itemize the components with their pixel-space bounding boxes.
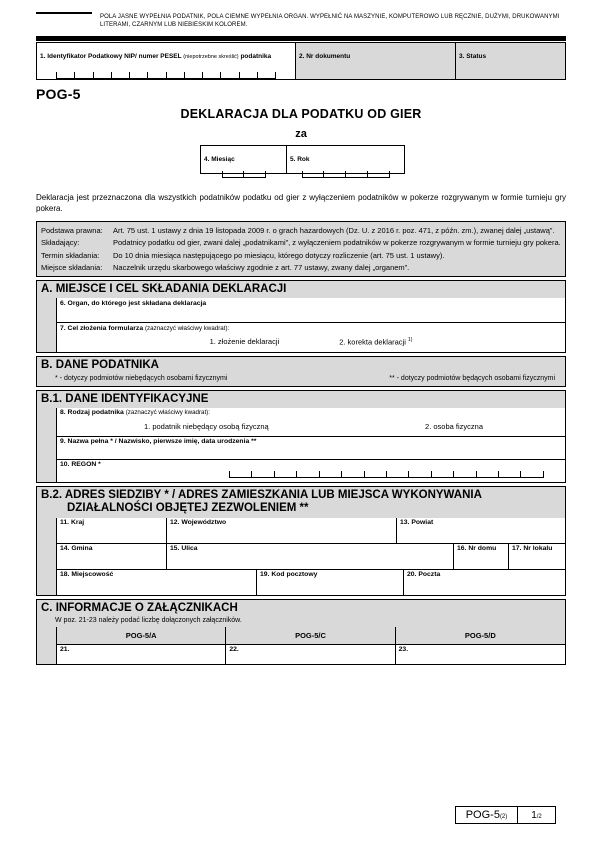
field-9-nazwa[interactable] (57, 437, 565, 460)
field-12-wojewodztwo[interactable] (167, 518, 397, 543)
field-1-nip-pesel[interactable] (37, 43, 295, 79)
asterisk-note-left: * - dotyczy podmiotów niebędących osobami fizycznymi (55, 374, 228, 382)
info-row-skladajacy (39, 237, 563, 250)
field-11-label: 11. Kraj (60, 519, 85, 526)
info-value: Art. 75 ust. 1 ustawy z dnia 19 listopada 2009 r. o grach hazardowych (Dz. U. z 2016 r. poz. 471, z późn. zm.), zwanej dalej „ustawą”. (113, 225, 555, 235)
field-7-note: (zaznaczyć właściwy kwadrat): (145, 324, 230, 332)
regon-input[interactable] (229, 471, 544, 478)
info-value: Do 10 dnia miesiąca następującego po miesiącu, którego dotyczy rozliczenie (art. 75 ust. 1 ustawy). (113, 250, 445, 260)
section-a-shaded-strip (37, 298, 57, 352)
legal-info-table (36, 221, 566, 277)
field-11-kraj[interactable] (57, 518, 167, 543)
page-footer-box (455, 806, 556, 824)
field-22-count[interactable]: 22. (226, 645, 395, 664)
field-4-label: 4. Miesiąc (204, 156, 235, 163)
filling-instructions: POLA JASNE WYPEŁNIA PODATNIK, POLA CIEMNE WYPEŁNIA ORGAN. WYPEŁNIĆ NA MASZYNIE, KOMPUTEROWO LUB RĘCZNIE, DUŻYMI, DRUKOWANYMI LITERAMI, CZARNYM LUB NIEBIESKIM KOLOREM. (100, 14, 560, 28)
field-10-regon[interactable] (57, 460, 565, 478)
section-b-title: B. DANE PODATNIKA (37, 357, 565, 374)
field-21-count[interactable]: 21. (57, 645, 226, 664)
year-input[interactable] (302, 171, 390, 178)
section-c-shaded-strip (37, 627, 57, 664)
info-value: Podatnicy podatku od gier, zwani dalej „podatnikami”, z wyłączeniem podatników w pokerze rozgrywanym w formie turnieju gry pokera. (113, 238, 561, 247)
field-5-year[interactable] (286, 146, 404, 173)
field-16-label: 16. Nr domu (457, 545, 497, 552)
option-korekta-label: 2. korekta deklaracji (339, 337, 406, 347)
form-title-za: za (295, 128, 307, 140)
option-podmiot-niefizyczny[interactable]: 1. podatnik niebędący osobą fizyczną (144, 421, 269, 431)
info-value: Naczelnik urzędu skarbowego właściwy zgodnie z art. 77 ustawy, zwany dalej „organem”. (113, 263, 410, 272)
section-c (36, 599, 566, 665)
footer-page-current: 1 (531, 810, 537, 821)
field-1-label: 1. Identyfikator Podatkowy NIP/ numer PESEL (40, 53, 182, 60)
section-b2-shaded-strip (37, 518, 57, 595)
form-body (36, 13, 566, 665)
footer-form-code (456, 807, 518, 823)
section-c-title: C. INFORMACJE O ZAŁĄCZNIKACH (37, 600, 565, 617)
field-12-label: 12. Województwo (170, 519, 227, 526)
field-13-powiat[interactable] (397, 518, 565, 543)
field-23-count[interactable]: 23. (398, 646, 409, 653)
field-17-nr-lokalu[interactable] (509, 544, 565, 569)
section-b2-title: B.2. ADRES SIEDZIBY * / ADRES ZAMIESZKANIA LUB MIEJSCA WYKONYWANIA DZIAŁALNOŚCI OBJĘTEJ ZEZWOLENIEM ** (37, 487, 565, 518)
field-20-label: 20. Poczta (407, 571, 441, 578)
header-divider-bar (36, 36, 566, 41)
field-9-label: 9. Nazwa pełna * / Nazwisko, pierwsze imię, data urodzenia ** (60, 438, 257, 445)
field-7-label: 7. Cel złożenia formularza (60, 324, 144, 332)
attachments-count-row (57, 645, 565, 664)
option-zlozenie-deklaracji[interactable]: 1. złożenie deklaracji (209, 337, 280, 346)
top-id-row (36, 42, 566, 80)
month-input[interactable] (222, 171, 266, 178)
field-3-status (455, 43, 565, 79)
field-8-note: (zaznaczyć właściwy kwadrat): (125, 409, 210, 416)
section-a-title: A. MIEJSCE I CEL SKŁADANIA DEKLARACJI (37, 281, 565, 298)
footnote-1-marker: 1) (407, 337, 413, 343)
info-row-termin (39, 249, 563, 262)
field-19-label: 19. Kod pocztowy (260, 571, 318, 578)
field-8-rodzaj (57, 408, 565, 437)
period-box (200, 145, 405, 174)
section-b1-shaded-strip (37, 408, 57, 482)
info-label: Termin składania: (41, 250, 100, 260)
field-14-gmina[interactable] (57, 544, 167, 569)
col-pog5c: POG-5/C (226, 627, 395, 644)
field-1-note: (niepotrzebne skreślić) (183, 54, 239, 60)
asterisk-note-right: ** - dotyczy podmiotów będących osobami fizycznymi (389, 374, 555, 382)
field-8-label: 8. Rodzaj podatnika (60, 409, 124, 416)
section-c-note: W poz. 21-23 należy podać liczbę dołączonych załączników. (37, 617, 565, 627)
footer-page-total: /2 (536, 814, 542, 820)
section-b1-title: B.1. DANE IDENTYFIKACYJNE (37, 391, 565, 408)
section-b2 (36, 486, 566, 596)
field-3-label: 3. Status (459, 53, 487, 60)
field-14-label: 14. Gmina (60, 545, 93, 552)
attachments-header-row (57, 627, 565, 645)
info-row-miejsce (39, 262, 563, 275)
form-title: DEKLARACJA DLA PODATKU OD GIER (180, 107, 422, 121)
field-7-cel (57, 323, 565, 352)
col-pog5d: POG-5/D (464, 630, 496, 640)
field-20-poczta[interactable] (404, 570, 565, 595)
field-1-suffix: podatnika (240, 53, 272, 60)
field-15-ulica[interactable] (167, 544, 454, 569)
option-korekta-deklaracji[interactable] (339, 337, 412, 347)
declaration-purpose-text: Deklaracja jest przeznaczona dla wszystkich podatników podatku od gier z wyłączeniem podatników w pokerze rozgrywanym w formie turnieju gry pokera. (36, 193, 566, 213)
section-b1 (36, 390, 566, 483)
field-18-label: 18. Miejscowość (60, 571, 114, 578)
field-2-label: 2. Nr dokumentu (299, 53, 351, 60)
info-label: Miejsce składania: (41, 263, 103, 272)
section-a (36, 280, 566, 353)
form-code-heading: POG-5 (36, 86, 81, 102)
col-pog5a: POG-5/A (57, 627, 226, 644)
field-10-label: 10. REGON * (60, 461, 101, 468)
field-5-label: 5. Rok (290, 156, 310, 163)
info-label: Składający: (41, 238, 80, 247)
footer-form-code-text: POG-5 (465, 809, 500, 821)
option-osoba-fizyczna[interactable]: 2. osoba fizyczna (425, 421, 483, 431)
field-2-nr-dokumentu (295, 43, 455, 79)
section-b (36, 356, 566, 387)
info-label: Podstawa prawna: (41, 225, 103, 235)
field-6-label: 6. Organ, do którego jest składana deklaracja (60, 299, 207, 307)
footer-page-number (518, 807, 555, 823)
footer-form-version: (2) (499, 814, 508, 820)
field-16-nr-domu[interactable] (454, 544, 509, 569)
nip-pesel-input[interactable] (56, 72, 276, 79)
field-15-label: 15. Ulica (170, 545, 198, 552)
field-19-kod-pocztowy[interactable] (257, 570, 404, 595)
field-18-miejscowosc[interactable] (57, 570, 257, 595)
field-6-organ[interactable] (57, 298, 565, 323)
field-13-label: 13. Powiat (400, 519, 434, 526)
field-4-month[interactable] (201, 146, 286, 173)
field-17-label: 17. Nr lokalu (512, 545, 553, 552)
info-row-podstawa (39, 224, 563, 237)
